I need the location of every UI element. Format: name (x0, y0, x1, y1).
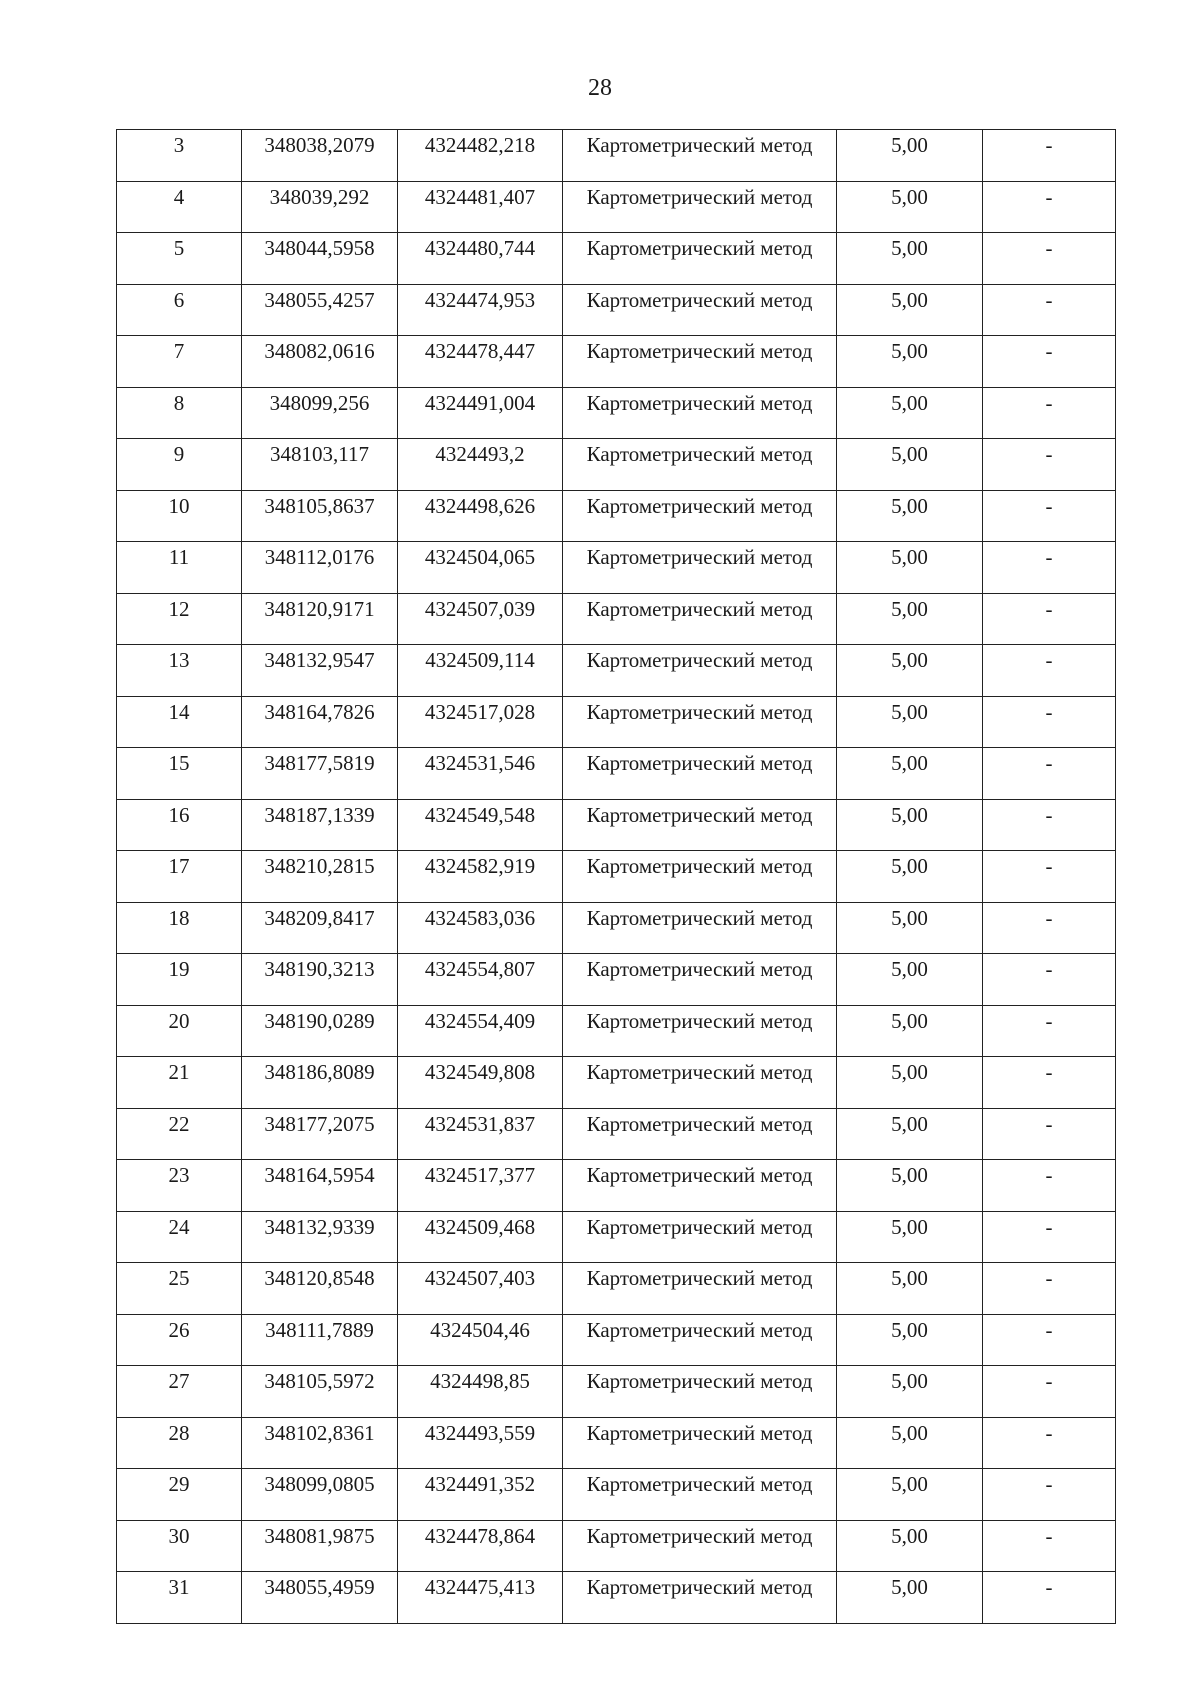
coordinate-y-cell: 4324554,807 (398, 954, 563, 1006)
point-number-cell: 11 (117, 542, 242, 594)
table-row (117, 1005, 1116, 1057)
coordinate-y-cell: 4324517,028 (398, 696, 563, 748)
accuracy-cell: 5,00 (837, 439, 983, 491)
coordinate-y-cell: 4324482,218 (398, 130, 563, 182)
table-row (117, 1160, 1116, 1212)
accuracy-cell: 5,00 (837, 902, 983, 954)
accuracy-cell: 5,00 (837, 1211, 983, 1263)
point-number-cell: 23 (117, 1160, 242, 1212)
point-number-cell: 24 (117, 1211, 242, 1263)
point-number-cell: 5 (117, 233, 242, 285)
coordinate-y-cell: 4324498,85 (398, 1366, 563, 1418)
coordinate-x-cell: 348177,5819 (242, 748, 398, 800)
point-number-cell: 18 (117, 902, 242, 954)
table-row (117, 1108, 1116, 1160)
description-cell: - (983, 1160, 1116, 1212)
description-cell: - (983, 902, 1116, 954)
coordinate-y-cell: 4324509,468 (398, 1211, 563, 1263)
table-row (117, 696, 1116, 748)
table-row (117, 1417, 1116, 1469)
description-cell: - (983, 439, 1116, 491)
table-row (117, 336, 1116, 388)
description-cell: - (983, 1211, 1116, 1263)
coordinate-x-cell: 348186,8089 (242, 1057, 398, 1109)
method-cell: Картометрический метод (563, 542, 837, 594)
coordinate-x-cell: 348209,8417 (242, 902, 398, 954)
description-cell: - (983, 954, 1116, 1006)
coordinate-x-cell: 348120,8548 (242, 1263, 398, 1315)
method-cell: Картометрический метод (563, 1314, 837, 1366)
coordinate-y-cell: 4324480,744 (398, 233, 563, 285)
coordinate-x-cell: 348210,2815 (242, 851, 398, 903)
point-number-cell: 9 (117, 439, 242, 491)
point-number-cell: 6 (117, 284, 242, 336)
point-number-cell: 22 (117, 1108, 242, 1160)
description-cell: - (983, 1520, 1116, 1572)
coordinate-x-cell: 348099,0805 (242, 1469, 398, 1521)
coordinate-x-cell: 348190,0289 (242, 1005, 398, 1057)
accuracy-cell: 5,00 (837, 387, 983, 439)
method-cell: Картометрический метод (563, 1263, 837, 1315)
coordinate-y-cell: 4324504,065 (398, 542, 563, 594)
method-cell: Картометрический метод (563, 1469, 837, 1521)
coordinate-y-cell: 4324474,953 (398, 284, 563, 336)
description-cell: - (983, 542, 1116, 594)
method-cell: Картометрический метод (563, 233, 837, 285)
description-cell: - (983, 1417, 1116, 1469)
description-cell: - (983, 1314, 1116, 1366)
coordinate-x-cell: 348105,5972 (242, 1366, 398, 1418)
table-row (117, 1057, 1116, 1109)
accuracy-cell: 5,00 (837, 799, 983, 851)
description-cell: - (983, 1108, 1116, 1160)
coordinate-x-cell: 348081,9875 (242, 1520, 398, 1572)
table-row (117, 799, 1116, 851)
description-cell: - (983, 1263, 1116, 1315)
accuracy-cell: 5,00 (837, 748, 983, 800)
accuracy-cell: 5,00 (837, 181, 983, 233)
point-number-cell: 12 (117, 593, 242, 645)
coordinate-x-cell: 348103,117 (242, 439, 398, 491)
point-number-cell: 17 (117, 851, 242, 903)
method-cell: Картометрический метод (563, 1211, 837, 1263)
coordinate-y-cell: 4324582,919 (398, 851, 563, 903)
description-cell: - (983, 748, 1116, 800)
coordinate-y-cell: 4324493,559 (398, 1417, 563, 1469)
page-number: 28 (588, 75, 612, 101)
point-number-cell: 4 (117, 181, 242, 233)
description-cell: - (983, 645, 1116, 697)
method-cell: Картометрический метод (563, 1417, 837, 1469)
table-row (117, 1572, 1116, 1624)
method-cell: Картометрический метод (563, 1108, 837, 1160)
description-cell: - (983, 490, 1116, 542)
table-row (117, 181, 1116, 233)
point-number-cell: 10 (117, 490, 242, 542)
description-cell: - (983, 1572, 1116, 1624)
description-cell: - (983, 233, 1116, 285)
coordinate-x-cell: 348055,4959 (242, 1572, 398, 1624)
coordinate-y-cell: 4324531,837 (398, 1108, 563, 1160)
coordinate-y-cell: 4324554,409 (398, 1005, 563, 1057)
coordinate-y-cell: 4324491,352 (398, 1469, 563, 1521)
coordinate-y-cell: 4324583,036 (398, 902, 563, 954)
table-row (117, 130, 1116, 182)
coordinate-y-cell: 4324475,413 (398, 1572, 563, 1624)
coordinate-y-cell: 4324478,864 (398, 1520, 563, 1572)
point-number-cell: 25 (117, 1263, 242, 1315)
point-number-cell: 28 (117, 1417, 242, 1469)
point-number-cell: 27 (117, 1366, 242, 1418)
coordinate-x-cell: 348132,9547 (242, 645, 398, 697)
point-number-cell: 30 (117, 1520, 242, 1572)
description-cell: - (983, 593, 1116, 645)
coordinate-x-cell: 348111,7889 (242, 1314, 398, 1366)
coordinate-x-cell: 348082,0616 (242, 336, 398, 388)
method-cell: Картометрический метод (563, 1057, 837, 1109)
coordinate-y-cell: 4324549,808 (398, 1057, 563, 1109)
method-cell: Картометрический метод (563, 748, 837, 800)
accuracy-cell: 5,00 (837, 1057, 983, 1109)
point-number-cell: 21 (117, 1057, 242, 1109)
coordinate-y-cell: 4324549,548 (398, 799, 563, 851)
accuracy-cell: 5,00 (837, 336, 983, 388)
point-number-cell: 3 (117, 130, 242, 182)
description-cell: - (983, 130, 1116, 182)
method-cell: Картометрический метод (563, 902, 837, 954)
coordinate-y-cell: 4324517,377 (398, 1160, 563, 1212)
point-number-cell: 26 (117, 1314, 242, 1366)
accuracy-cell: 5,00 (837, 1366, 983, 1418)
coordinate-x-cell: 348044,5958 (242, 233, 398, 285)
point-number-cell: 16 (117, 799, 242, 851)
description-cell: - (983, 1366, 1116, 1418)
point-number-cell: 31 (117, 1572, 242, 1624)
coordinate-x-cell: 348039,292 (242, 181, 398, 233)
point-number-cell: 7 (117, 336, 242, 388)
accuracy-cell: 5,00 (837, 1108, 983, 1160)
coordinate-y-cell: 4324491,004 (398, 387, 563, 439)
method-cell: Картометрический метод (563, 851, 837, 903)
table-row (117, 748, 1116, 800)
coordinate-x-cell: 348102,8361 (242, 1417, 398, 1469)
table-row (117, 542, 1116, 594)
description-cell: - (983, 1057, 1116, 1109)
coordinate-x-cell: 348177,2075 (242, 1108, 398, 1160)
table-row (117, 284, 1116, 336)
coordinate-y-cell: 4324531,546 (398, 748, 563, 800)
coordinates-table-body (117, 130, 1116, 1624)
table-row (117, 902, 1116, 954)
description-cell: - (983, 336, 1116, 388)
table-row (117, 645, 1116, 697)
table-row (117, 954, 1116, 1006)
coordinate-x-cell: 348164,7826 (242, 696, 398, 748)
table-row (117, 439, 1116, 491)
accuracy-cell: 5,00 (837, 233, 983, 285)
coordinate-x-cell: 348132,9339 (242, 1211, 398, 1263)
method-cell: Картометрический метод (563, 696, 837, 748)
method-cell: Картометрический метод (563, 1005, 837, 1057)
accuracy-cell: 5,00 (837, 696, 983, 748)
description-cell: - (983, 284, 1116, 336)
coordinate-y-cell: 4324478,447 (398, 336, 563, 388)
coordinate-y-cell: 4324507,039 (398, 593, 563, 645)
method-cell: Картометрический метод (563, 1366, 837, 1418)
method-cell: Картометрический метод (563, 799, 837, 851)
point-number-cell: 13 (117, 645, 242, 697)
table-row (117, 233, 1116, 285)
coordinate-y-cell: 4324504,46 (398, 1314, 563, 1366)
table-row (117, 1263, 1116, 1315)
method-cell: Картометрический метод (563, 490, 837, 542)
description-cell: - (983, 799, 1116, 851)
table-row (117, 1469, 1116, 1521)
coordinate-y-cell: 4324493,2 (398, 439, 563, 491)
accuracy-cell: 5,00 (837, 490, 983, 542)
method-cell: Картометрический метод (563, 645, 837, 697)
table-row (117, 1520, 1116, 1572)
accuracy-cell: 5,00 (837, 1469, 983, 1521)
description-cell: - (983, 1469, 1116, 1521)
accuracy-cell: 5,00 (837, 130, 983, 182)
accuracy-cell: 5,00 (837, 1314, 983, 1366)
table-row (117, 851, 1116, 903)
coordinate-x-cell: 348190,3213 (242, 954, 398, 1006)
description-cell: - (983, 1005, 1116, 1057)
coordinate-x-cell: 348164,5954 (242, 1160, 398, 1212)
point-number-cell: 20 (117, 1005, 242, 1057)
coordinate-y-cell: 4324498,626 (398, 490, 563, 542)
accuracy-cell: 5,00 (837, 1160, 983, 1212)
method-cell: Картометрический метод (563, 439, 837, 491)
coordinate-x-cell: 348120,9171 (242, 593, 398, 645)
coordinates-table (116, 129, 1116, 1624)
coordinate-y-cell: 4324507,403 (398, 1263, 563, 1315)
method-cell: Картометрический метод (563, 284, 837, 336)
method-cell: Картометрический метод (563, 1572, 837, 1624)
method-cell: Картометрический метод (563, 1520, 837, 1572)
accuracy-cell: 5,00 (837, 542, 983, 594)
method-cell: Картометрический метод (563, 593, 837, 645)
table-row (117, 1314, 1116, 1366)
accuracy-cell: 5,00 (837, 954, 983, 1006)
method-cell: Картометрический метод (563, 954, 837, 1006)
coordinate-x-cell: 348055,4257 (242, 284, 398, 336)
accuracy-cell: 5,00 (837, 1263, 983, 1315)
coordinate-x-cell: 348187,1339 (242, 799, 398, 851)
coordinate-y-cell: 4324509,114 (398, 645, 563, 697)
method-cell: Картометрический метод (563, 130, 837, 182)
accuracy-cell: 5,00 (837, 284, 983, 336)
coordinate-x-cell: 348112,0176 (242, 542, 398, 594)
table-row (117, 593, 1116, 645)
description-cell: - (983, 181, 1116, 233)
description-cell: - (983, 696, 1116, 748)
description-cell: - (983, 387, 1116, 439)
accuracy-cell: 5,00 (837, 645, 983, 697)
table-row (117, 387, 1116, 439)
method-cell: Картометрический метод (563, 181, 837, 233)
point-number-cell: 29 (117, 1469, 242, 1521)
method-cell: Картометрический метод (563, 387, 837, 439)
accuracy-cell: 5,00 (837, 593, 983, 645)
method-cell: Картометрический метод (563, 1160, 837, 1212)
table-row (117, 490, 1116, 542)
table-row (117, 1211, 1116, 1263)
point-number-cell: 15 (117, 748, 242, 800)
accuracy-cell: 5,00 (837, 1417, 983, 1469)
accuracy-cell: 5,00 (837, 1572, 983, 1624)
coordinate-y-cell: 4324481,407 (398, 181, 563, 233)
point-number-cell: 8 (117, 387, 242, 439)
coordinate-x-cell: 348099,256 (242, 387, 398, 439)
coordinate-x-cell: 348038,2079 (242, 130, 398, 182)
method-cell: Картометрический метод (563, 336, 837, 388)
coordinate-x-cell: 348105,8637 (242, 490, 398, 542)
accuracy-cell: 5,00 (837, 851, 983, 903)
accuracy-cell: 5,00 (837, 1005, 983, 1057)
point-number-cell: 19 (117, 954, 242, 1006)
table-row (117, 1366, 1116, 1418)
point-number-cell: 14 (117, 696, 242, 748)
description-cell: - (983, 851, 1116, 903)
accuracy-cell: 5,00 (837, 1520, 983, 1572)
